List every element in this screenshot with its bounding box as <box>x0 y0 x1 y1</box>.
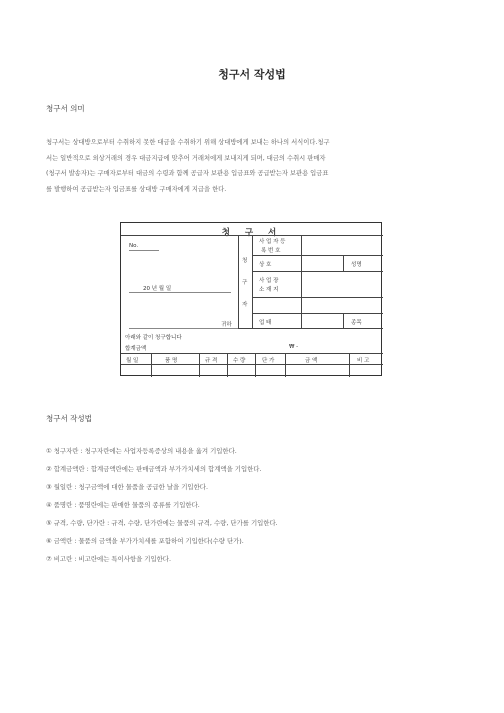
form-to-label: 귀하 <box>221 322 232 328</box>
form-divider <box>301 235 302 329</box>
form-address-label: 사 업 장 <box>259 278 279 284</box>
list-item: ④ 품명란 : 품명란에는 판매한 물품의 종류를 기입한다. <box>46 501 200 509</box>
form-divider <box>252 313 383 314</box>
form-divider <box>255 353 256 377</box>
form-underline <box>129 292 231 293</box>
list-item: ⑦ 비고란 : 비고란에는 특이사항을 기입한다. <box>46 555 172 563</box>
invoice-form-sample <box>120 222 382 376</box>
list-item: ② 합계금액란 : 합계금액란에는 판매금액과 부가가치세의 합계액을 기입한다. <box>46 465 262 473</box>
list-item: ① 청구자란 : 청구자란에는 사업자등록증상의 내용을 옮겨 기입한다. <box>46 447 237 455</box>
form-underline <box>129 250 159 251</box>
form-column-header: 규 격 <box>205 358 218 364</box>
paragraph-line: 를 발행하여 공급받는자 입금표를 상대방 구매자에게 지급을 한다. <box>46 185 227 193</box>
form-divider <box>252 255 383 256</box>
form-divider <box>252 271 383 272</box>
form-claimant-label: 자 <box>242 302 248 308</box>
form-divider <box>151 353 152 377</box>
form-divider <box>227 353 228 377</box>
howto-list <box>46 447 278 573</box>
form-biz-no-label: 사 업 자 등 <box>259 239 286 245</box>
list-item: ⑤ 규격, 수량, 단가란 : 규격, 수량, 단가란에는 물품의 규격, 수량, 단가를 기입한다. <box>46 519 278 527</box>
form-divider <box>252 235 253 329</box>
form-biz-no-label: 록 번 호 <box>261 248 281 254</box>
form-divider <box>238 328 383 329</box>
form-divider <box>349 353 350 377</box>
form-divider <box>238 235 239 329</box>
form-claim-notice: 아래와 같이 청구합니다 <box>125 335 182 341</box>
paragraph-line: (청구서 발송자)는 구매자로부터 대금의 수령과 함께 공급자 보관용 입금표와 공급받는자 보관용 입금표 <box>46 170 329 177</box>
page-title: 청구서 작성법 <box>218 68 286 81</box>
meaning-paragraph <box>46 135 458 197</box>
form-divider <box>343 313 344 328</box>
section-heading-meaning: 청구서 의미 <box>46 104 85 113</box>
form-column-header: 비 고 <box>357 358 370 364</box>
form-column-header: 월 일 <box>126 358 139 364</box>
form-date-line: 20 년 월 일 <box>143 286 172 292</box>
form-divider <box>199 353 200 377</box>
form-divider <box>343 255 344 271</box>
form-underline <box>129 328 239 329</box>
form-column-header: 단 가 <box>262 358 275 364</box>
form-company-label: 상 호 <box>259 262 272 268</box>
form-divider <box>285 353 286 377</box>
paragraph-line: 서는 일반적으로 외상거래의 경우 대금지급에 맞추어 거래처에게 보내지게 되며, 대금의 수취시 판매자 <box>46 154 326 162</box>
form-claimant-label: 구 <box>242 280 248 286</box>
form-divider <box>252 297 383 298</box>
list-item: ⑥ 금액란 : 물품의 금액을 부가가치세를 포함하여 기입한다(수량 단가). <box>46 537 244 545</box>
form-divider <box>121 364 383 365</box>
form-no-label: No. <box>129 243 139 249</box>
form-business-label: 업 태 <box>259 320 272 326</box>
list-item: ③ 월일란 : 청구금액에 대한 물품을 공급한 날을 기입한다. <box>46 483 208 491</box>
section-heading-howto: 청구서 작성법 <box>46 414 92 423</box>
paragraph-line: 청구서는 상대방으로부터 수취하지 못한 대금을 수취하기 위해 상대방에게 보내는 하나의 서식이다.청구 <box>46 139 330 146</box>
form-column-header: 금 액 <box>305 358 318 364</box>
form-total-label: 합계금액 <box>125 346 147 352</box>
form-category-label: 종목 <box>351 320 362 326</box>
form-title: 청 구 서 <box>221 228 283 238</box>
form-divider <box>121 353 383 354</box>
form-currency: ₩ - <box>289 344 299 350</box>
form-column-header: 품 명 <box>165 358 178 364</box>
form-name-label: 성명 <box>351 262 362 268</box>
form-column-header: 수 량 <box>233 358 246 364</box>
form-claimant-label: 청 <box>242 258 248 264</box>
form-address-label: 소 재 지 <box>259 287 279 293</box>
